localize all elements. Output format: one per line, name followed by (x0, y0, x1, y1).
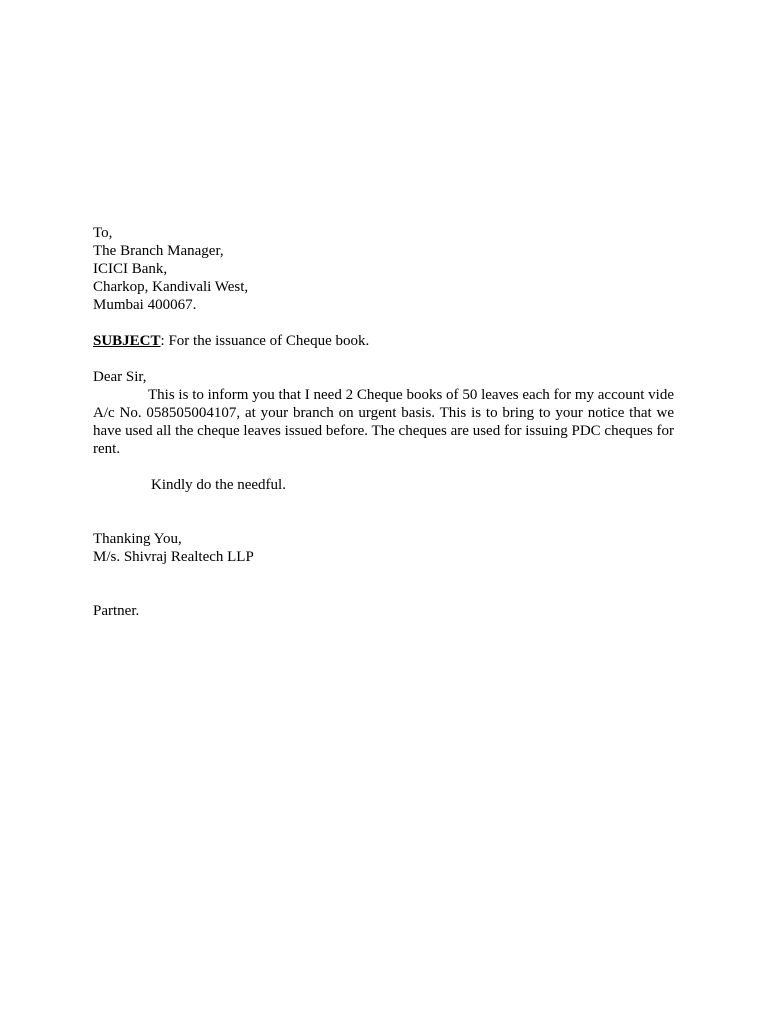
body-paragraph: This is to inform you that I need 2 Cheque books of 50 leaves each for my account vide A/c No. 058505004107, at your branch on urgent basis. This is to bring to your notice that we have used all the cheque leaves issued before. The cheques are used for issuing PDC cheques for rent. (93, 387, 674, 457)
designation: Partner. (93, 603, 140, 619)
spacer (93, 350, 674, 368)
letter-body (93, 224, 674, 620)
spacer (93, 566, 674, 602)
greeting: Dear Sir, (93, 369, 147, 385)
subject-label: SUBJECT (93, 333, 161, 349)
thanks-line: Thanking You, (93, 531, 182, 547)
subject-text: : For the issuance of Cheque book. (160, 333, 370, 349)
recipient-line-city: Mumbai 400067. (93, 297, 197, 313)
to-label: To, (93, 225, 113, 241)
recipient-line-designation: The Branch Manager, (93, 243, 224, 259)
spacer (93, 458, 674, 476)
company-name: M/s. Shivraj Realtech LLP (93, 549, 254, 565)
subject-line (93, 332, 674, 350)
closing-request: Kindly do the needful. (151, 477, 286, 493)
spacer (93, 314, 674, 332)
spacer (93, 494, 674, 530)
recipient-line-locality: Charkop, Kandivali West, (93, 279, 249, 295)
recipient-line-bank: ICICI Bank, (93, 261, 168, 277)
